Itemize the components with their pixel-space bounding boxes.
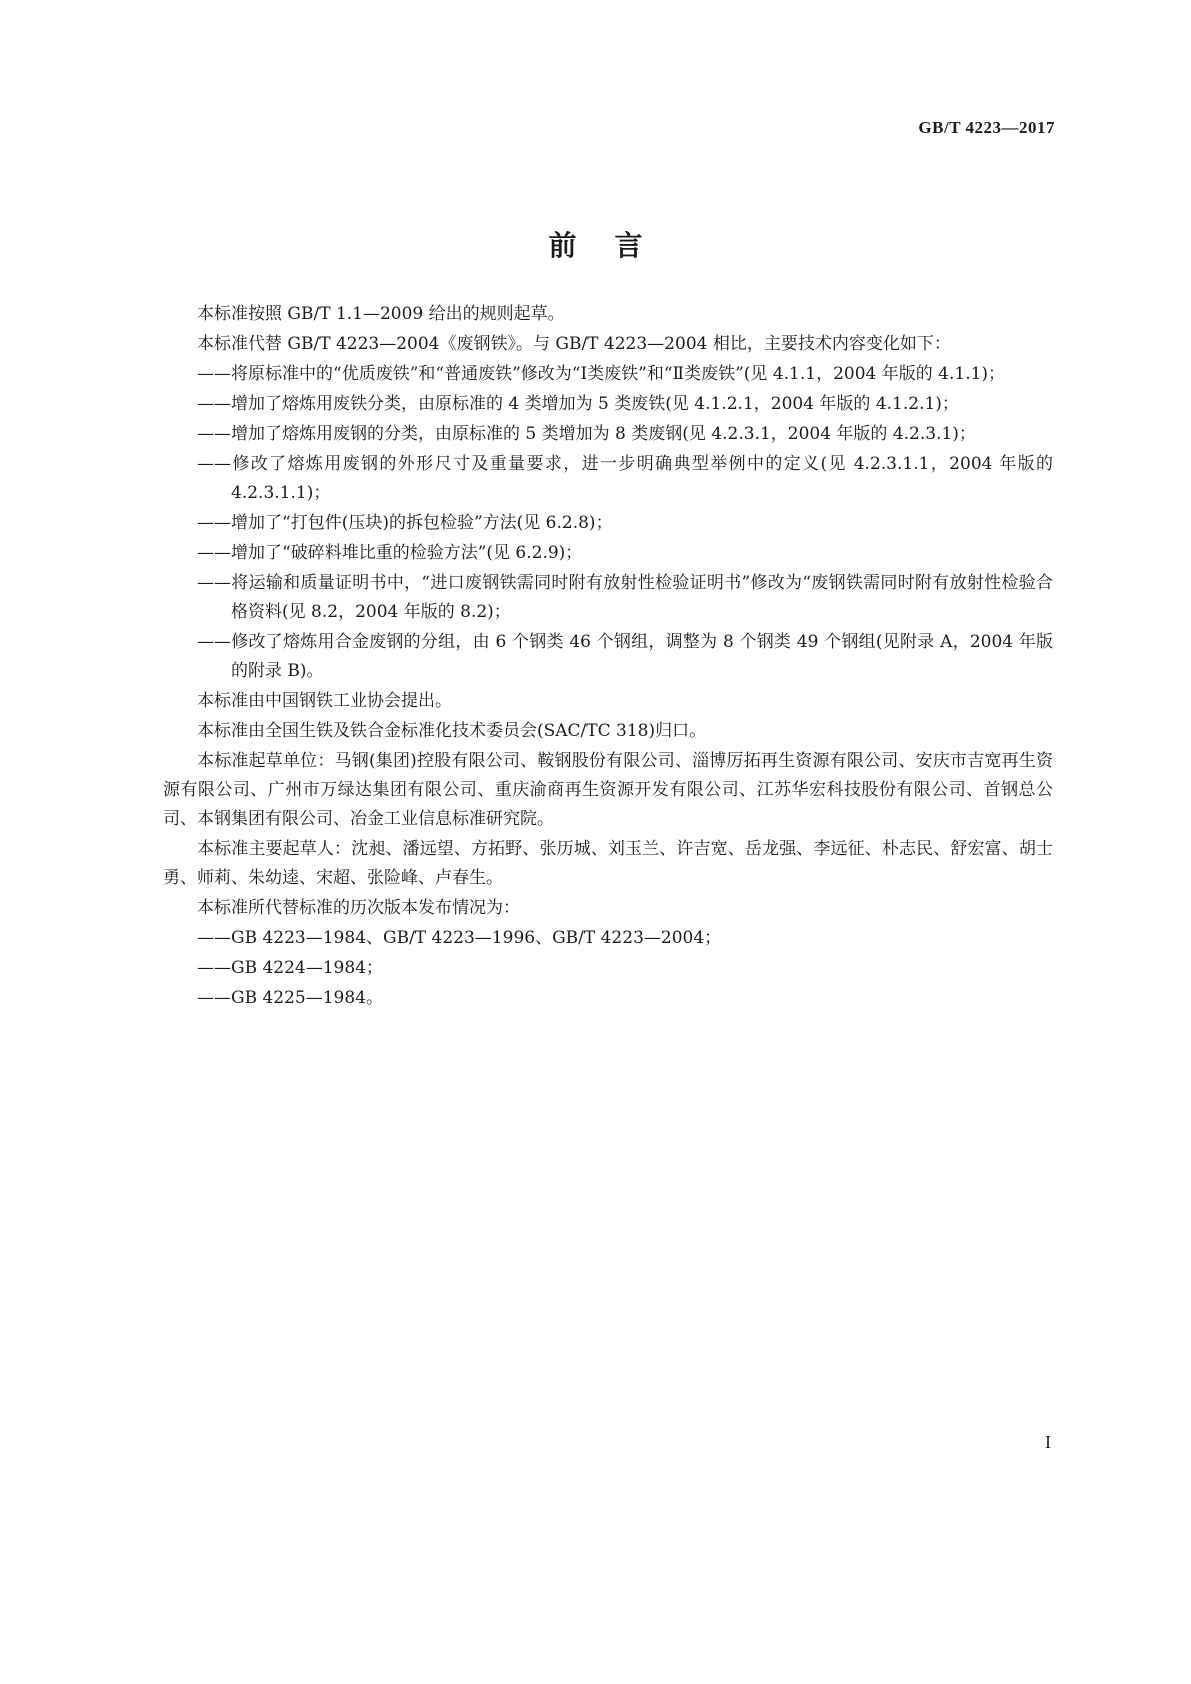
change-item: ——增加了熔炼用废钢的分类，由原标准的 5 类增加为 8 类废钢(见 4.2.3.1，2004 年版的 4.2.3.1)； xyxy=(197,424,976,444)
page-number: I xyxy=(1045,1432,1051,1452)
paragraph-replacement: 本标准代替 GB/T 4223—2004《废钢铁》。与 GB/T 4223—2004 相比，主要技术内容变化如下： xyxy=(197,334,951,354)
paragraph-drafters: 本标准主要起草人：沈昶、潘远望、方拓野、张历城、刘玉兰、许吉宽、岳龙强、李远征、朴志民、舒宏富、胡士勇、师莉、朱幼逵、宋超、张险峰、卢春生。 xyxy=(163,839,1053,888)
paragraph-drafting-units: 本标准起草单位：马钢(集团)控股有限公司、鞍钢股份有限公司、淄博厉拓再生资源有限公司、安庆市吉宽再生资源有限公司、广州市万绿达集团有限公司、重庆渝商再生资源开发有限公司、江苏华宏科技股份有限公司、首钢总公司、本钢集团有限公司、冶金工业信息标准研究院。 xyxy=(163,751,1053,829)
change-item: ——修改了熔炼用废钢的外形尺寸及重量要求，进一步明确典型举例中的定义(见 4.2.3.1.1，2004 年版的 4.2.3.1.1)； xyxy=(197,454,1053,503)
foreword-body xyxy=(163,300,1053,1014)
paragraph-history-intro: 本标准所代替标准的历次版本发布情况为： xyxy=(197,898,520,918)
change-item: ——增加了熔炼用废铁分类，由原标准的 4 类增加为 5 类废铁(见 4.1.2.1，2004 年版的 4.1.2.1)； xyxy=(197,394,959,414)
paragraph-proposer: 本标准由中国钢铁工业协会提出。 xyxy=(197,691,452,711)
standard-code: GB/T 4223—2017 xyxy=(918,118,1055,137)
paragraph-committee: 本标准由全国生铁及铁合金标准化技术委员会(SAC/TC 318)归口。 xyxy=(197,721,707,741)
change-item: ——增加了“破碎料堆比重的检验方法”(见 6.2.9)； xyxy=(197,543,583,563)
paragraph-drafting-rules: 本标准按照 GB/T 1.1—2009 给出的规则起草。 xyxy=(197,304,565,324)
history-item: ——GB 4223—1984、GB/T 4223—1996、GB/T 4223—2004； xyxy=(197,928,722,948)
change-item: ——增加了“打包件(压块)的拆包检验”方法(见 6.2.8)； xyxy=(197,513,613,533)
change-item: ——将运输和质量证明书中，“进口废钢铁需同时附有放射性检验证明书”修改为“废钢铁需同时附有放射性检验合格资料(见 8.2，2004 年版的 8.2)； xyxy=(197,573,1053,622)
history-item: ——GB 4224—1984； xyxy=(197,958,384,978)
page-title: 前言 xyxy=(548,229,681,262)
change-item: ——修改了熔炼用合金废钢的分组，由 6 个钢类 46 个钢组，调整为 8 个钢类 49 个钢组(见附录 A，2004 年版的附录 B)。 xyxy=(197,632,1053,681)
change-item: ——将原标准中的“优质废铁”和“普通废铁”修改为“Ⅰ类废铁”和“Ⅱ类废铁”(见 4.1.1，2004 年版的 4.1.1)； xyxy=(197,364,1006,384)
history-item: ——GB 4225—1984。 xyxy=(197,988,384,1008)
